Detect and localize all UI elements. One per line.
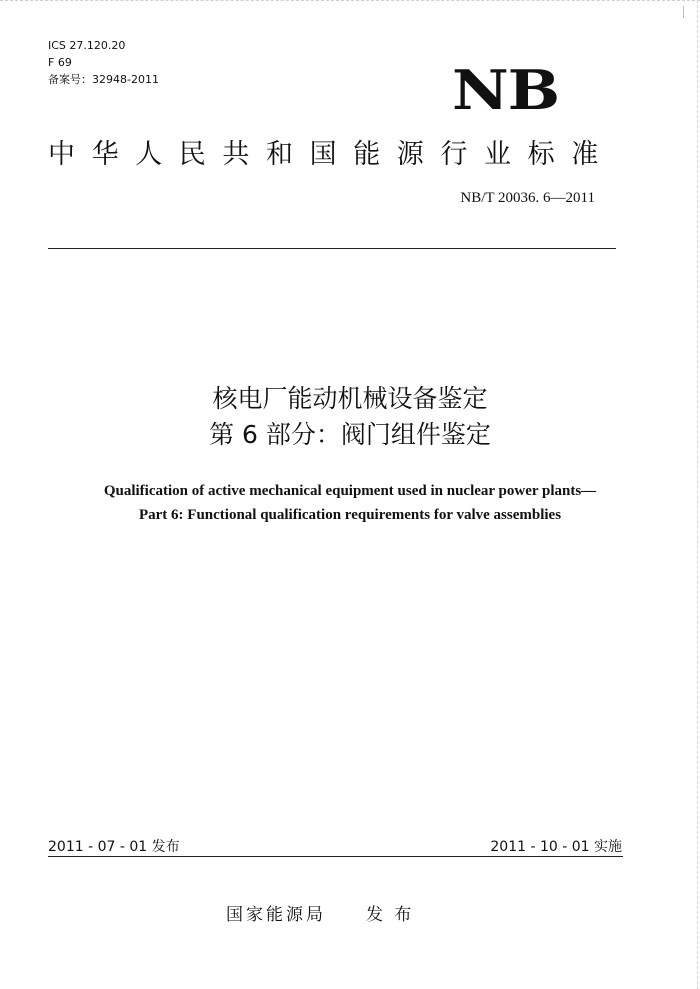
standard-category-title: 中华人民共和国能源行业标准 — [48, 139, 615, 170]
filing-number: 备案号：32948-2011 — [48, 73, 159, 86]
ics-code: ICS 27.120.20 — [48, 39, 126, 52]
header-divider — [48, 248, 616, 249]
corner-mark — [683, 6, 692, 18]
chinese-title — [0, 381, 700, 453]
issuer-name: 国家能源局 — [226, 905, 326, 925]
chinese-title-line-2: 第 6 部分：阀门组件鉴定 — [209, 420, 491, 449]
standard-number: NB/T 20036. 6—2011 — [460, 190, 595, 206]
english-title-line-1: Qualification of active mechanical equipment used in nuclear power plants— — [103, 483, 597, 499]
effective-date: 2011 - 10 - 01 实施 — [490, 839, 622, 855]
page-top-edge — [0, 0, 700, 3]
issuer-line — [226, 900, 414, 925]
footer-divider — [48, 856, 623, 857]
english-title — [0, 479, 700, 527]
chinese-title-line-1: 核电厂能动机械设备鉴定 — [212, 384, 488, 413]
classification-block — [48, 37, 159, 88]
ccs-code: F 69 — [48, 56, 72, 69]
issue-date: 2011 - 07 - 01 发布 — [48, 839, 180, 855]
issuer-action: 发 布 — [366, 905, 415, 925]
nb-logo: NB — [452, 58, 559, 122]
english-title-line-2: Part 6: Functional qualification requirements for valve assemblies — [138, 507, 562, 523]
